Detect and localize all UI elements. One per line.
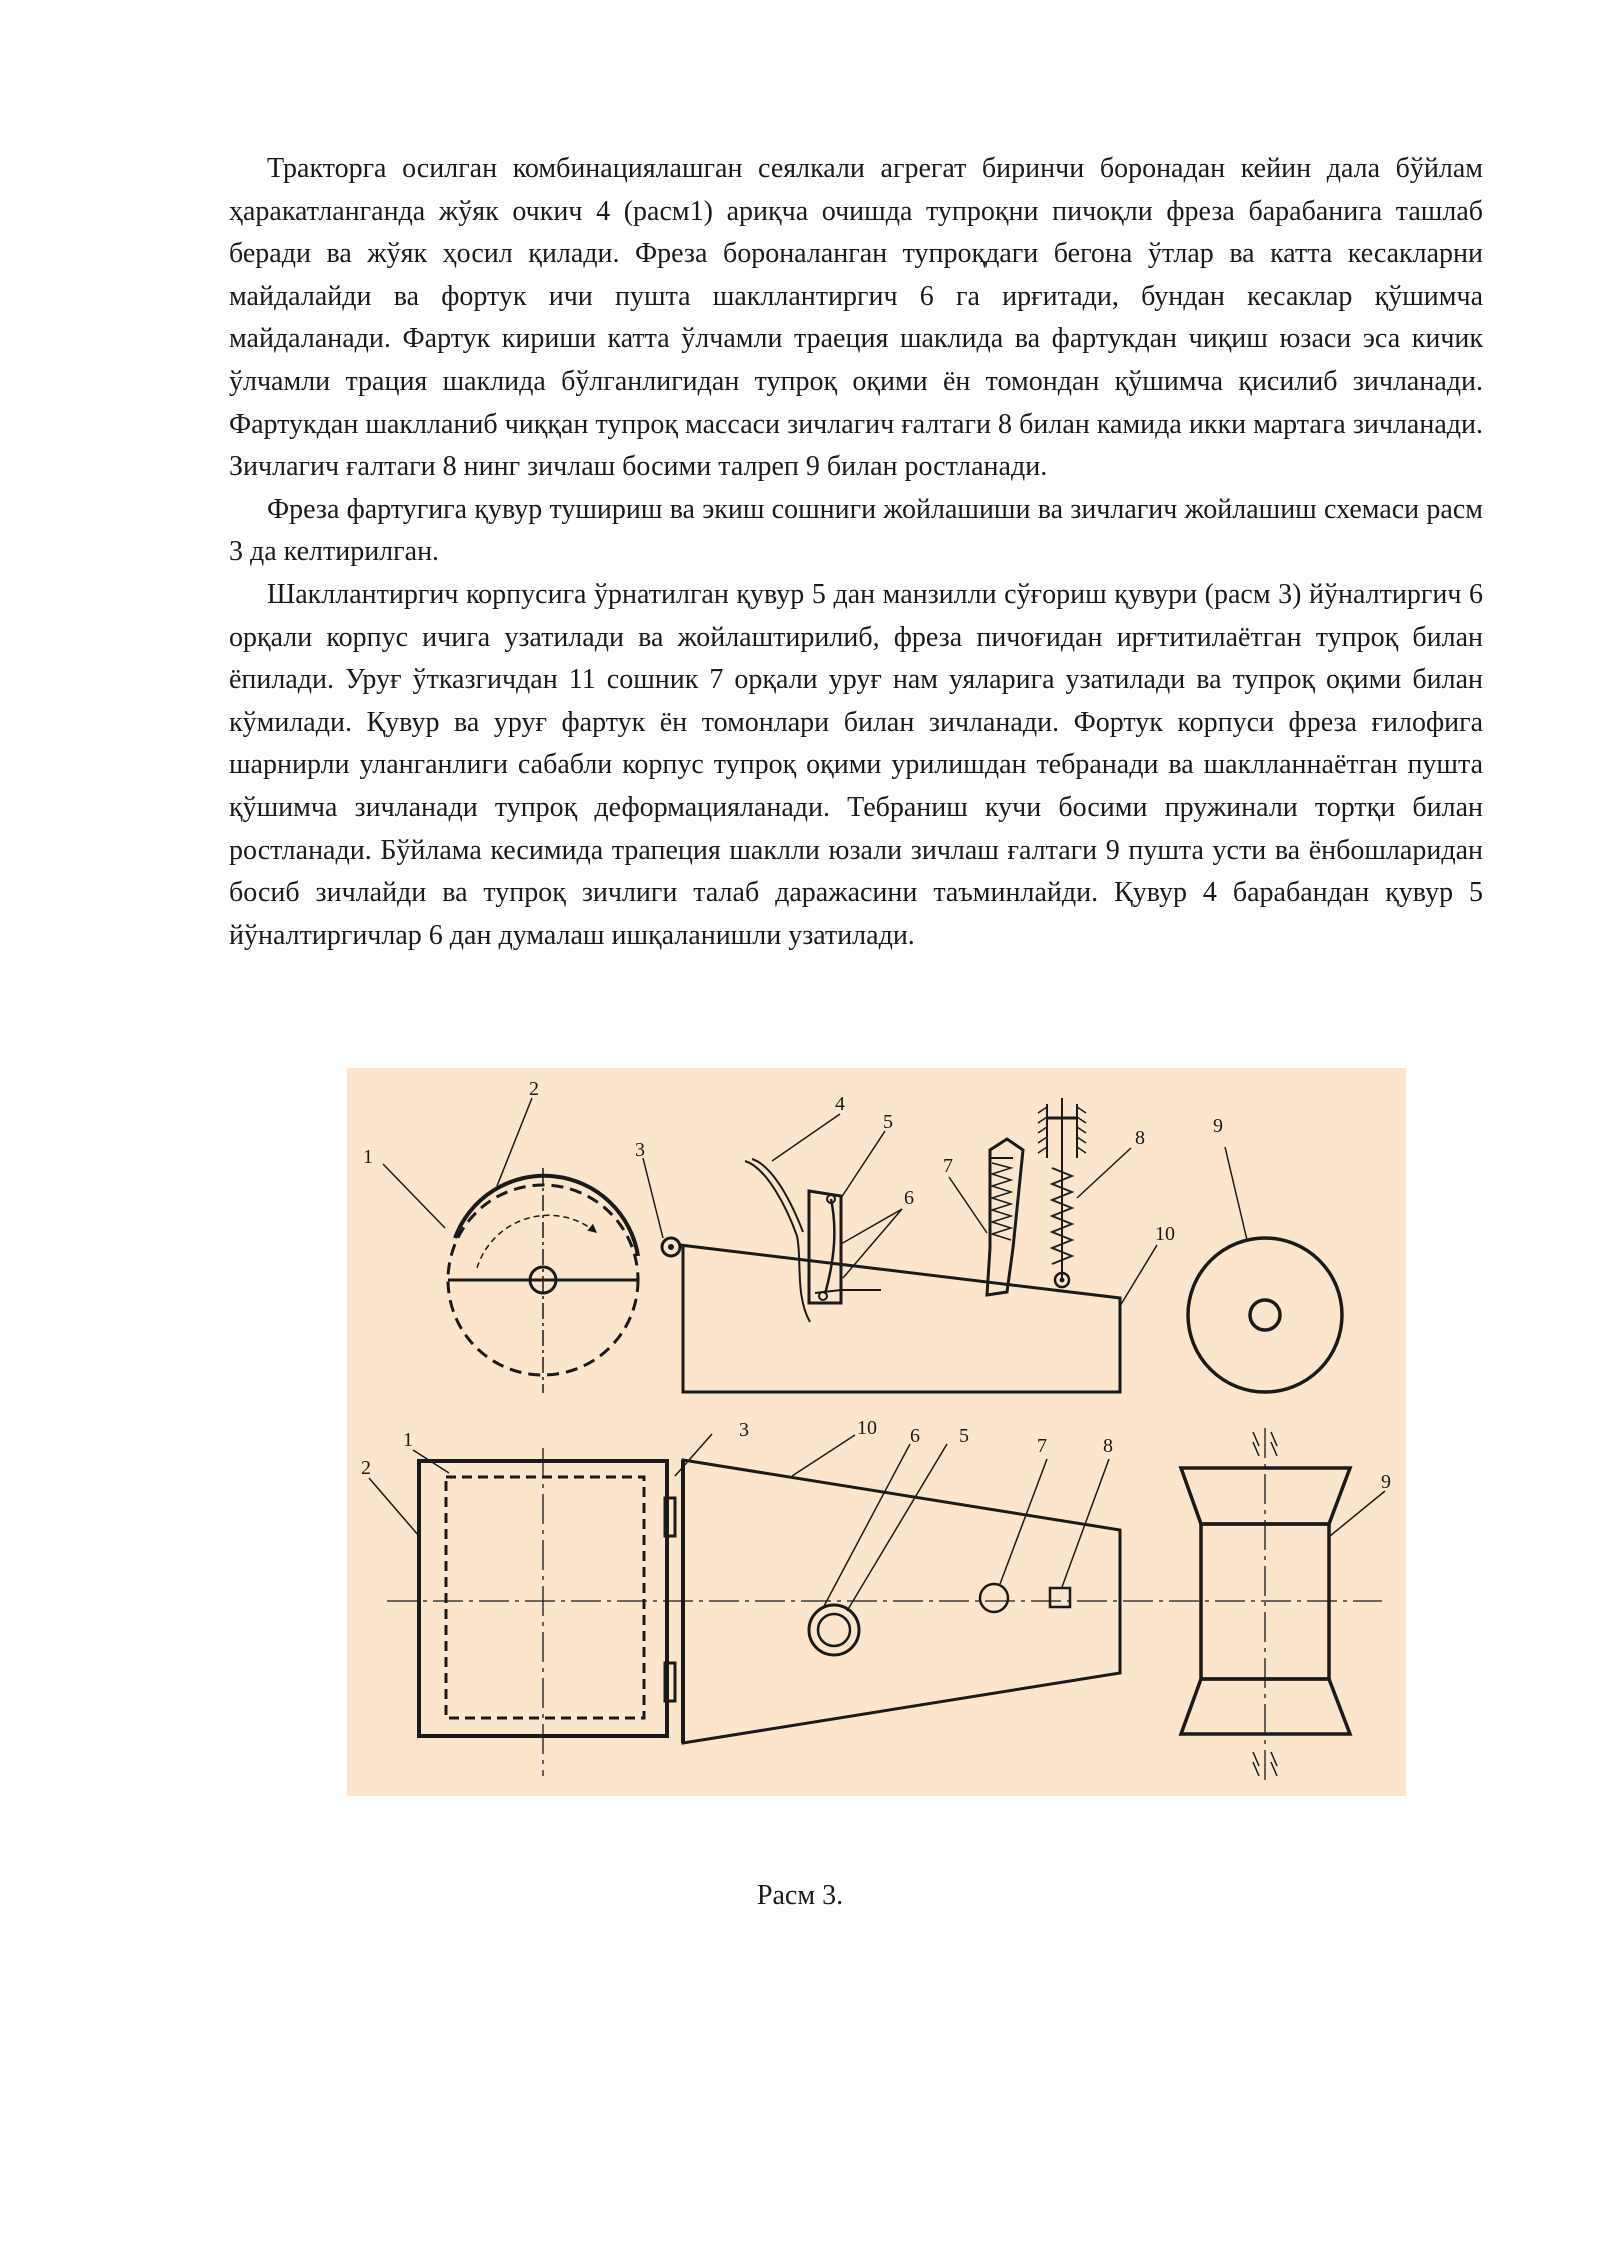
milling-drum-plan bbox=[419, 1461, 675, 1736]
schematic-drawing bbox=[347, 1068, 1406, 1796]
label-top-4: 4 bbox=[835, 1093, 845, 1115]
label-plan-7: 7 bbox=[1037, 1435, 1047, 1457]
label-top-2: 2 bbox=[529, 1078, 539, 1100]
label-top-8: 8 bbox=[1135, 1127, 1145, 1149]
label-top-10: 10 bbox=[1155, 1223, 1175, 1245]
label-plan-9: 9 bbox=[1381, 1471, 1391, 1493]
label-top-6: 6 bbox=[904, 1187, 914, 1209]
body-text bbox=[229, 148, 1483, 957]
paragraph-2: Фреза фартугига қувур тушириш ва экиш сошниги жойлашиши ва зичлагич жойлашиш схемаси расм 3 да келтирилган. bbox=[229, 493, 1483, 568]
figure-schematic bbox=[347, 1068, 1406, 1796]
housing-side bbox=[680, 1245, 1120, 1392]
pipe-guide bbox=[745, 1159, 881, 1322]
label-plan-3: 3 bbox=[739, 1419, 749, 1441]
label-plan-10: 10 bbox=[857, 1417, 877, 1439]
label-plan-6: 6 bbox=[910, 1425, 920, 1447]
figure-caption: Расм 3. bbox=[756, 1880, 844, 1911]
label-top-7: 7 bbox=[943, 1155, 953, 1177]
label-top-5: 5 bbox=[883, 1111, 893, 1133]
label-plan-2: 2 bbox=[361, 1457, 371, 1479]
label-top-1: 1 bbox=[363, 1146, 373, 1168]
roller-side bbox=[1188, 1238, 1342, 1392]
sowing-share bbox=[987, 1139, 1023, 1295]
label-top-3: 3 bbox=[635, 1139, 645, 1161]
label-plan-1: 1 bbox=[403, 1429, 413, 1451]
label-plan-5: 5 bbox=[959, 1425, 969, 1447]
label-plan-8: 8 bbox=[1103, 1435, 1113, 1457]
milling-drum-side bbox=[448, 1168, 638, 1393]
roller-plan bbox=[1181, 1428, 1350, 1780]
paragraph-3: Шакллантиргич корпусига ўрнатилган қувур 5 дан манзилли сўғориш қувури (расм 3) йўналтиргич 6 орқали корпус ичига узатилади ва жойлаштирилиб, фреза пичоғидан ирғтитилаётган тупроқ билан ёпилади. Уруғ ўтказгичдан 11 сошник 7 орқали уруғ нам уяларига узатилади ва тупроқ оқими билан кўмилади. Қувур ва уруғ фартук ён томонлари билан зичланади. Фортук корпуси фреза ғилофига шарнирли уланганлиги сабабли корпус тупроқ оқими урилишдан тебранади ва шаклланнаётган пушта қўшимча зичланади тупроқ деформацияланади. Тебраниш кучи босими пружинали тортқи билан ростланади. Бўйлама кесимида трапеция шаклли юзали зичлаш ғалтаги 9 пушта усти ва ёнбошларидан босиб зичлайди ва тупроқ зичлиги талаб даражасини таъминлайди. Қувур 4 барабандан қувур 5 йўналтиргичлар 6 дан думалаш ишқаланишли узатилади. bbox=[229, 578, 1483, 951]
press-roller-spring bbox=[1038, 1098, 1086, 1287]
paragraph-1: Тракторга осилган комбинациялашган сеялкали агрегат биринчи боронадан кейин дала бўйлам ҳаракатланганда жўяк очкич 4 (расм1) ариқча очишда тупроқни пичоқли фреза барабанига ташлаб беради ва жўяк ҳосил қилади. Фреза бороналанган тупроқдаги бегона ўтлар ва катта кесакларни майдалайди ва фортук ичи пушта шакллантиргич 6 га ирғитади, бундан кесаклар қўшимча майдаланади. Фартук кириши катта ўлчамли траеция шаклида ва фартукдан чиқиш юзаси эса кичик ўлчамли трация шаклида бўлганлигидан тупроқ оқими ён томондан қўшимча қисилиб зичланади. Фартукдан шаклланиб чиққан тупроқ массаси зичлагич ғалтаги 8 билан камида икки мартага зичланади. Зичлагич ғалтаги 8 нинг зичлаш босими талреп 9 билан ростланади. bbox=[229, 153, 1483, 483]
label-top-9: 9 bbox=[1213, 1115, 1223, 1137]
